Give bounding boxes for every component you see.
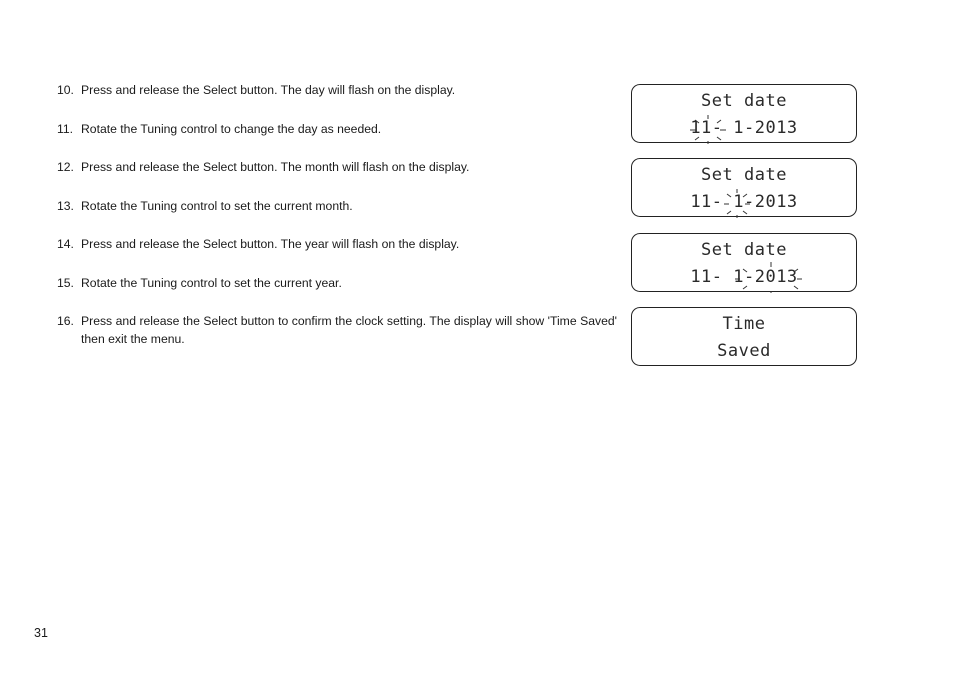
lcd-line-1: Set date xyxy=(701,91,787,111)
step-text: Press and release the Select button to confirm the clock setting. The display will show 'Time Saved' then exit the menu. xyxy=(81,314,617,346)
lcd-line-2: 11- 1-2013 xyxy=(690,267,798,287)
step-11 xyxy=(57,120,617,138)
lcd-line-2: Saved xyxy=(717,341,771,361)
lcd-display-day-flash xyxy=(631,84,857,143)
step-text: Rotate the Tuning control to change the day as needed. xyxy=(81,122,382,136)
step-text: Rotate the Tuning control to set the current month. xyxy=(81,199,353,213)
step-16 xyxy=(57,312,617,348)
step-text: Press and release the Select button. The day will flash on the display. xyxy=(81,83,456,97)
step-text: Press and release the Select button. The year will flash on the display. xyxy=(81,237,460,251)
lcd-line-1: Set date xyxy=(701,165,787,185)
step-10 xyxy=(57,81,617,99)
lcd-display-month-flash xyxy=(631,158,857,217)
step-number: 14. xyxy=(57,237,74,251)
lcd-display-year-flash xyxy=(631,233,857,292)
step-number: 13. xyxy=(57,199,74,213)
step-text: Rotate the Tuning control to set the current year. xyxy=(81,276,342,290)
step-text: Press and release the Select button. The month will flash on the display. xyxy=(81,160,470,174)
step-15 xyxy=(57,274,617,292)
step-number: 11. xyxy=(57,122,74,136)
step-number: 12. xyxy=(57,160,74,174)
lcd-line-1: Time xyxy=(722,314,766,334)
lcd-line-1: Set date xyxy=(701,240,787,260)
step-14 xyxy=(57,235,617,253)
step-number: 15. xyxy=(57,276,74,290)
step-number: 16. xyxy=(57,314,74,328)
lcd-line-2: 11- 1-2013 xyxy=(690,192,798,212)
step-number: 10. xyxy=(57,83,74,97)
lcd-display-time-saved xyxy=(631,307,857,366)
step-12 xyxy=(57,158,617,176)
page-number: 31 xyxy=(34,626,48,640)
lcd-line-2: 11- 1-2013 xyxy=(690,118,798,138)
step-13 xyxy=(57,197,617,215)
